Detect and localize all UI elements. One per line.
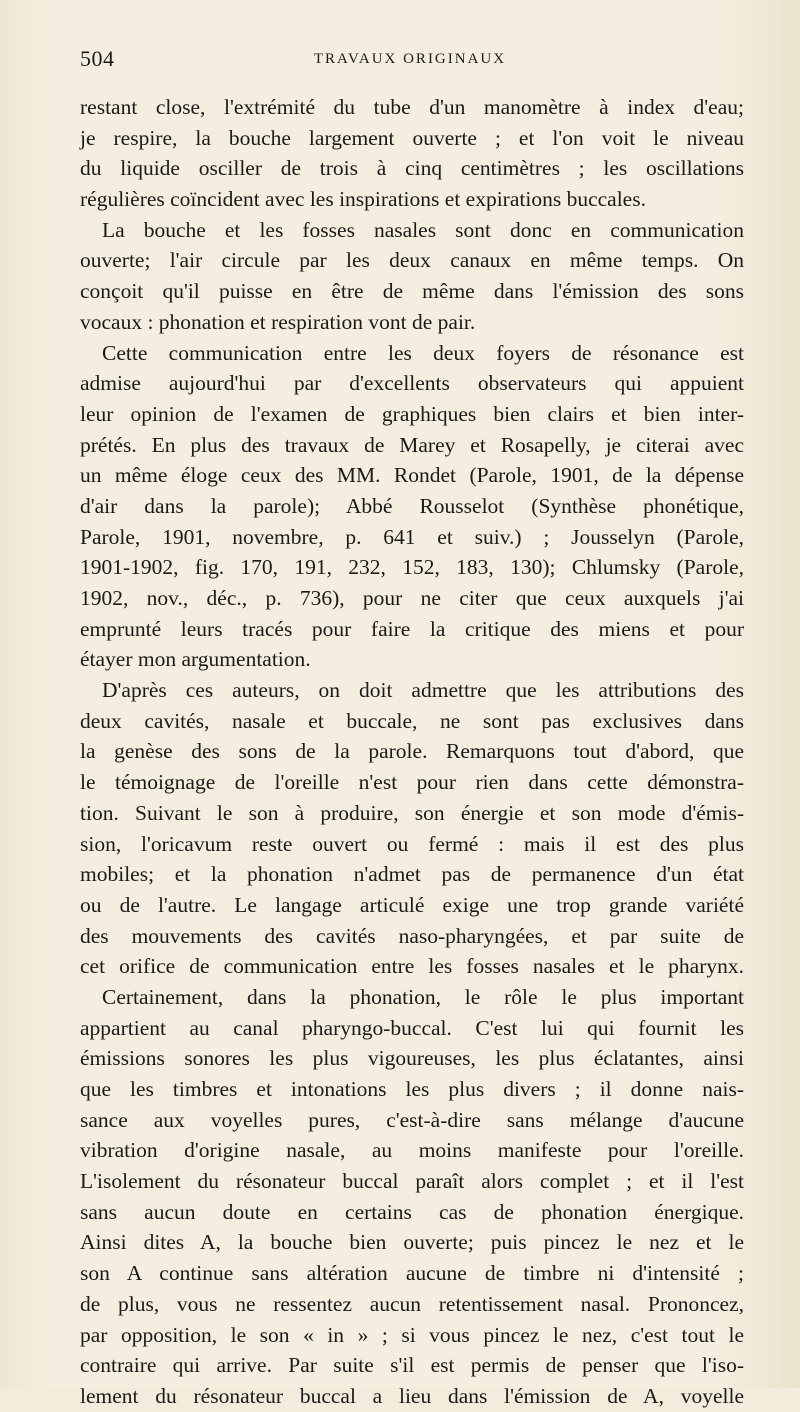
text-line: 1902, nov., déc., p. 736), pour ne citer que ceux auxquels j'ai bbox=[80, 586, 744, 610]
text-line: je respire, la bouche largement ouverte ; et l'on voit le niveau bbox=[80, 125, 744, 150]
text-line: cet orifice de communication entre les fosses nasales et le pharynx. bbox=[80, 954, 744, 979]
page-header bbox=[80, 46, 740, 76]
text-line: ou de l'autre. Le langage articulé exige une trop grande variété bbox=[80, 892, 744, 917]
text-line: admise aujourd'hui par d'excellents observateurs qui appuient bbox=[80, 371, 744, 396]
text-line: La bouche et les fosses nasales sont donc en communication bbox=[102, 217, 744, 242]
text-line: contraire qui arrive. Par suite s'il est permis de penser que l'iso- bbox=[80, 1353, 744, 1378]
text-line: que les timbres et intonations les plus divers ; il donne nais- bbox=[80, 1077, 744, 1101]
text-line: par opposition, le son « in » ; si vous pincez le nez, c'est tout le bbox=[80, 1322, 744, 1347]
text-line: leur opinion de l'examen de graphiques bien clairs et bien inter- bbox=[80, 401, 744, 426]
text-line: lement du résonateur buccal a lieu dans l'émission de A, voyelle bbox=[80, 1383, 744, 1408]
text-line: de plus, vous ne ressentez aucun retentissement nasal. Prononcez, bbox=[80, 1291, 744, 1316]
text-line: emprunté leurs tracés pour faire la critique des miens et pour bbox=[80, 616, 744, 641]
text-line: L'isolement du résonateur buccal paraît alors complet ; et il l'est bbox=[80, 1169, 744, 1194]
text-line: son A continue sans altération aucune de timbre ni d'intensité ; bbox=[80, 1261, 744, 1286]
text-line: Parole, 1901, novembre, p. 641 et suiv.) ; Jousselyn (Parole, bbox=[80, 524, 744, 549]
text-line: un même éloge ceux des MM. Rondet (Parole, 1901, de la dépense bbox=[80, 463, 744, 488]
text-line: sans aucun doute en certains cas de phonation énergique. bbox=[80, 1199, 744, 1224]
text-line: le témoignage de l'oreille n'est pour rien dans cette démonstra- bbox=[80, 770, 744, 795]
text-line: appartient au canal pharyngo-buccal. C'est lui qui fournit les bbox=[80, 1015, 744, 1040]
page-number: 504 bbox=[80, 46, 115, 71]
text-line: régulières coïncident avec les inspirations et expirations buccales. bbox=[80, 187, 646, 212]
text-line: Certainement, dans la phonation, le rôle le plus important bbox=[102, 984, 744, 1009]
text-line: D'après ces auteurs, on doit admettre que les attributions des bbox=[102, 678, 744, 703]
text-line: prétés. En plus des travaux de Marey et Rosapelly, je citerai avec bbox=[80, 432, 744, 457]
text-line: Cette communication entre les deux foyers de résonance est bbox=[102, 340, 744, 365]
running-head: TRAVAUX ORIGINAUX bbox=[313, 51, 507, 67]
text-line: tion. Suivant le son à produire, son énergie et son mode d'émis- bbox=[80, 800, 744, 825]
text-line: des mouvements des cavités naso-pharyngées, et par suite de bbox=[80, 923, 744, 948]
text-line: mobiles; et la phonation n'admet pas de permanence d'un état bbox=[80, 862, 744, 887]
text-line: 1901-1902, fig. 170, 191, 232, 152, 183, 130); Chlumsky (Parole, bbox=[80, 555, 744, 580]
text-line: émissions sonores les plus vigoureuses, les plus éclatantes, ainsi bbox=[80, 1046, 744, 1071]
body-text bbox=[80, 92, 744, 1412]
text-line: étayer mon argumentation. bbox=[80, 647, 311, 672]
text-line: conçoit qu'il puisse en être de même dans l'émission des sons bbox=[80, 279, 744, 304]
text-line: restant close, l'extrémité du tube d'un manomètre à index d'eau; bbox=[80, 95, 744, 119]
text-line: d'air dans la parole); Abbé Rousselot (Synthèse phonétique, bbox=[80, 493, 744, 518]
text-line: deux cavités, nasale et buccale, ne sont pas exclusives dans bbox=[80, 708, 744, 733]
text-line: sance aux voyelles pures, c'est-à-dire sans mélange d'aucune bbox=[80, 1107, 744, 1132]
text-line: ouverte; l'air circule par les deux canaux en même temps. On bbox=[80, 248, 744, 273]
text-line: vocaux : phonation et respiration vont de pair. bbox=[80, 309, 476, 334]
text-line: Ainsi dites A, la bouche bien ouverte; puis pincez le nez et le bbox=[80, 1230, 744, 1255]
text-line: vibration d'origine nasale, au moins manifeste pour l'oreille. bbox=[80, 1138, 744, 1163]
text-line: sion, l'oricavum reste ouvert ou fermé : mais il est des plus bbox=[80, 831, 744, 856]
text-line: du liquide osciller de trois à cinq centimètres ; les oscillations bbox=[80, 156, 744, 181]
text-line: la genèse des sons de la parole. Remarquons tout d'abord, que bbox=[80, 739, 744, 764]
